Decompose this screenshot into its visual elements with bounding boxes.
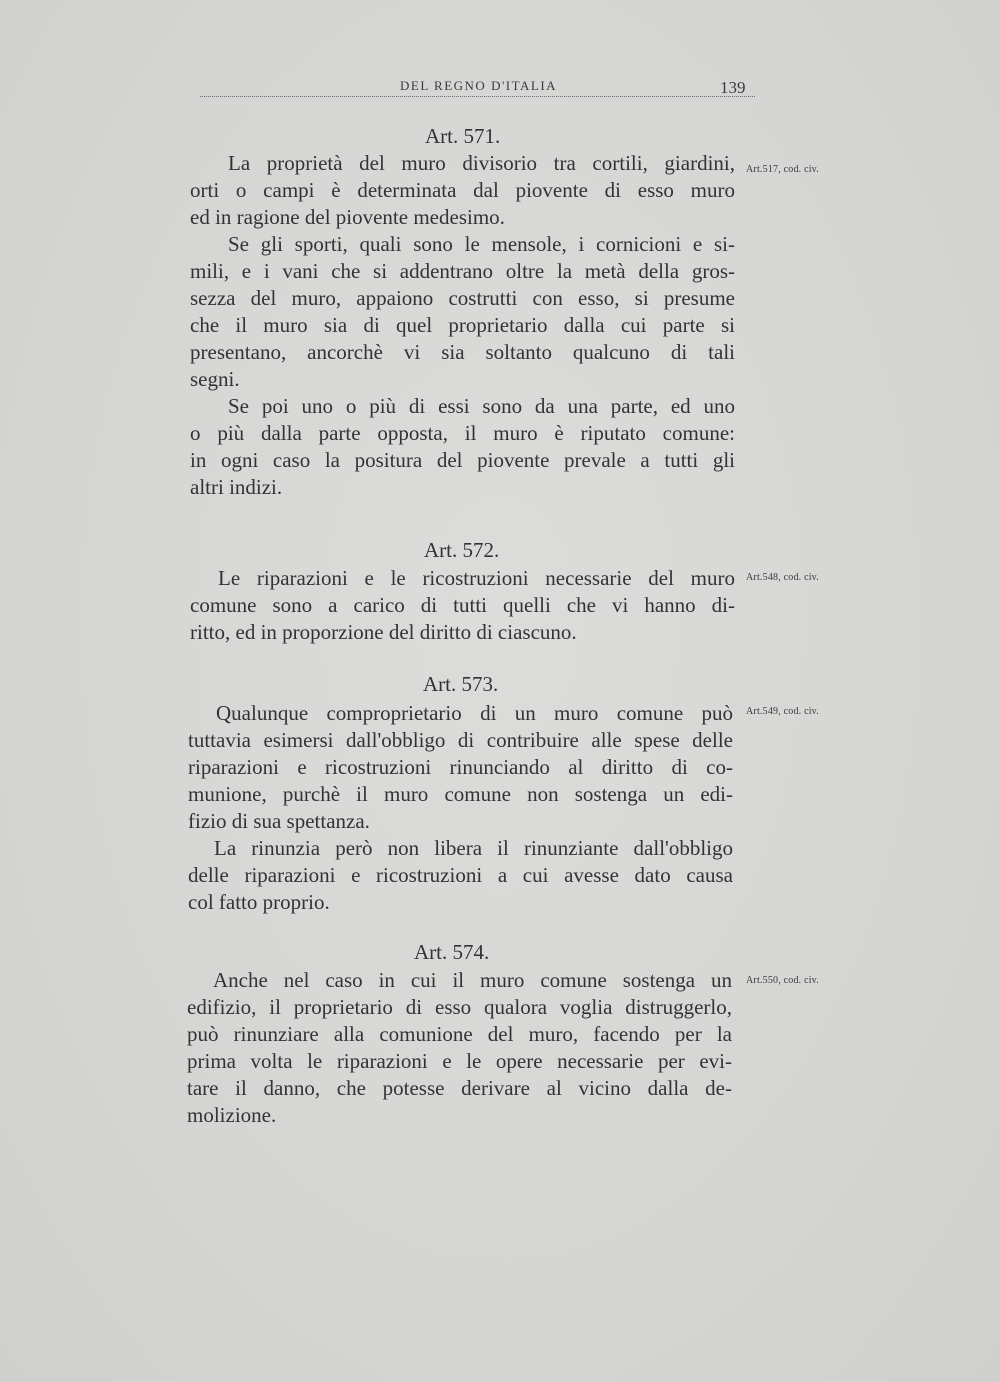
margin-reference: Art.549, cod. civ. [746,706,819,717]
text-line: tare il danno, che potesse derivare al vicino dalla de- [187,1076,732,1100]
article-text [188,700,733,916]
text-line: comune sono a carico di tutti quelli che vi hanno di- [190,593,735,617]
text-line: molizione. [187,1103,277,1127]
text-line: Le riparazioni e le ricostruzioni necessarie del muro [218,566,735,590]
article-text [187,967,732,1129]
text-line: Qualunque comproprietario di un muro comune può [216,701,733,725]
article-text [190,150,735,501]
text-line: fizio di sua spettanza. [188,809,370,833]
text-line: può rinunziare alla comunione del muro, facendo per la [187,1022,732,1046]
text-line: Se poi uno o più di essi sono da una parte, ed uno [228,394,735,418]
text-line: Anche nel caso in cui il muro comune sostenga un [213,968,732,992]
margin-reference: Art.517, cod. civ. [746,164,819,175]
text-line: presentano, ancorchè vi sia soltanto qualcuno di tali [190,340,735,364]
text-line: edifizio, il proprietario di esso qualora voglia distruggerlo, [187,995,732,1019]
text-line: in ogni caso la positura del piovente prevale a tutti gli [190,448,735,472]
text-line: o più dalla parte opposta, il muro è riputato comune: [190,421,735,445]
text-line: La rinunzia però non libera il rinunziante dall'obbligo [214,836,733,860]
text-line: prima volta le riparazioni e le opere necessarie per evi- [187,1049,732,1073]
text-line: ritto, ed in proporzione del diritto di ciascuno. [190,620,577,644]
article-text [190,565,735,646]
text-line: segni. [190,367,240,391]
text-line: sezza del muro, appaiono costrutti con esso, si presume [190,286,735,310]
running-title: DEL REGNO D'ITALIA [400,78,558,93]
text-line: col fatto proprio. [188,890,330,914]
article-heading: Art. 571. [425,124,501,148]
text-line: La proprietà del muro divisorio tra cortili, giardini, [228,151,735,175]
text-line: delle riparazioni e ricostruzioni a cui avesse dato causa [188,863,733,887]
text-line: Se gli sporti, quali sono le mensole, i cornicioni e si- [228,232,735,256]
page-number: 139 [720,78,746,97]
article-heading: Art. 573. [423,672,499,696]
running-header [200,78,760,102]
article-heading: Art. 574. [414,940,490,964]
margin-reference: Art.550, cod. civ. [746,975,819,986]
text-line: tuttavia esimersi dall'obbligo di contribuire alle spese delle [188,728,733,752]
text-line: orti o campi è determinata dal piovente di esso muro [190,178,735,202]
text-line: munione, purchè il muro comune non sostenga un edi- [188,782,733,806]
text-line: altri indizi. [190,475,283,499]
header-rule [200,96,755,97]
margin-reference: Art.548, cod. civ. [746,572,819,583]
text-line: riparazioni e ricostruzioni rinunciando al diritto di co- [188,755,733,779]
text-line: ed in ragione del piovente medesimo. [190,205,505,229]
article-heading: Art. 572. [424,538,500,562]
text-line: che il muro sia di quel proprietario dalla cui parte si [190,313,735,337]
text-line: mili, e i vani che si addentrano oltre la metà della gros- [190,259,735,283]
